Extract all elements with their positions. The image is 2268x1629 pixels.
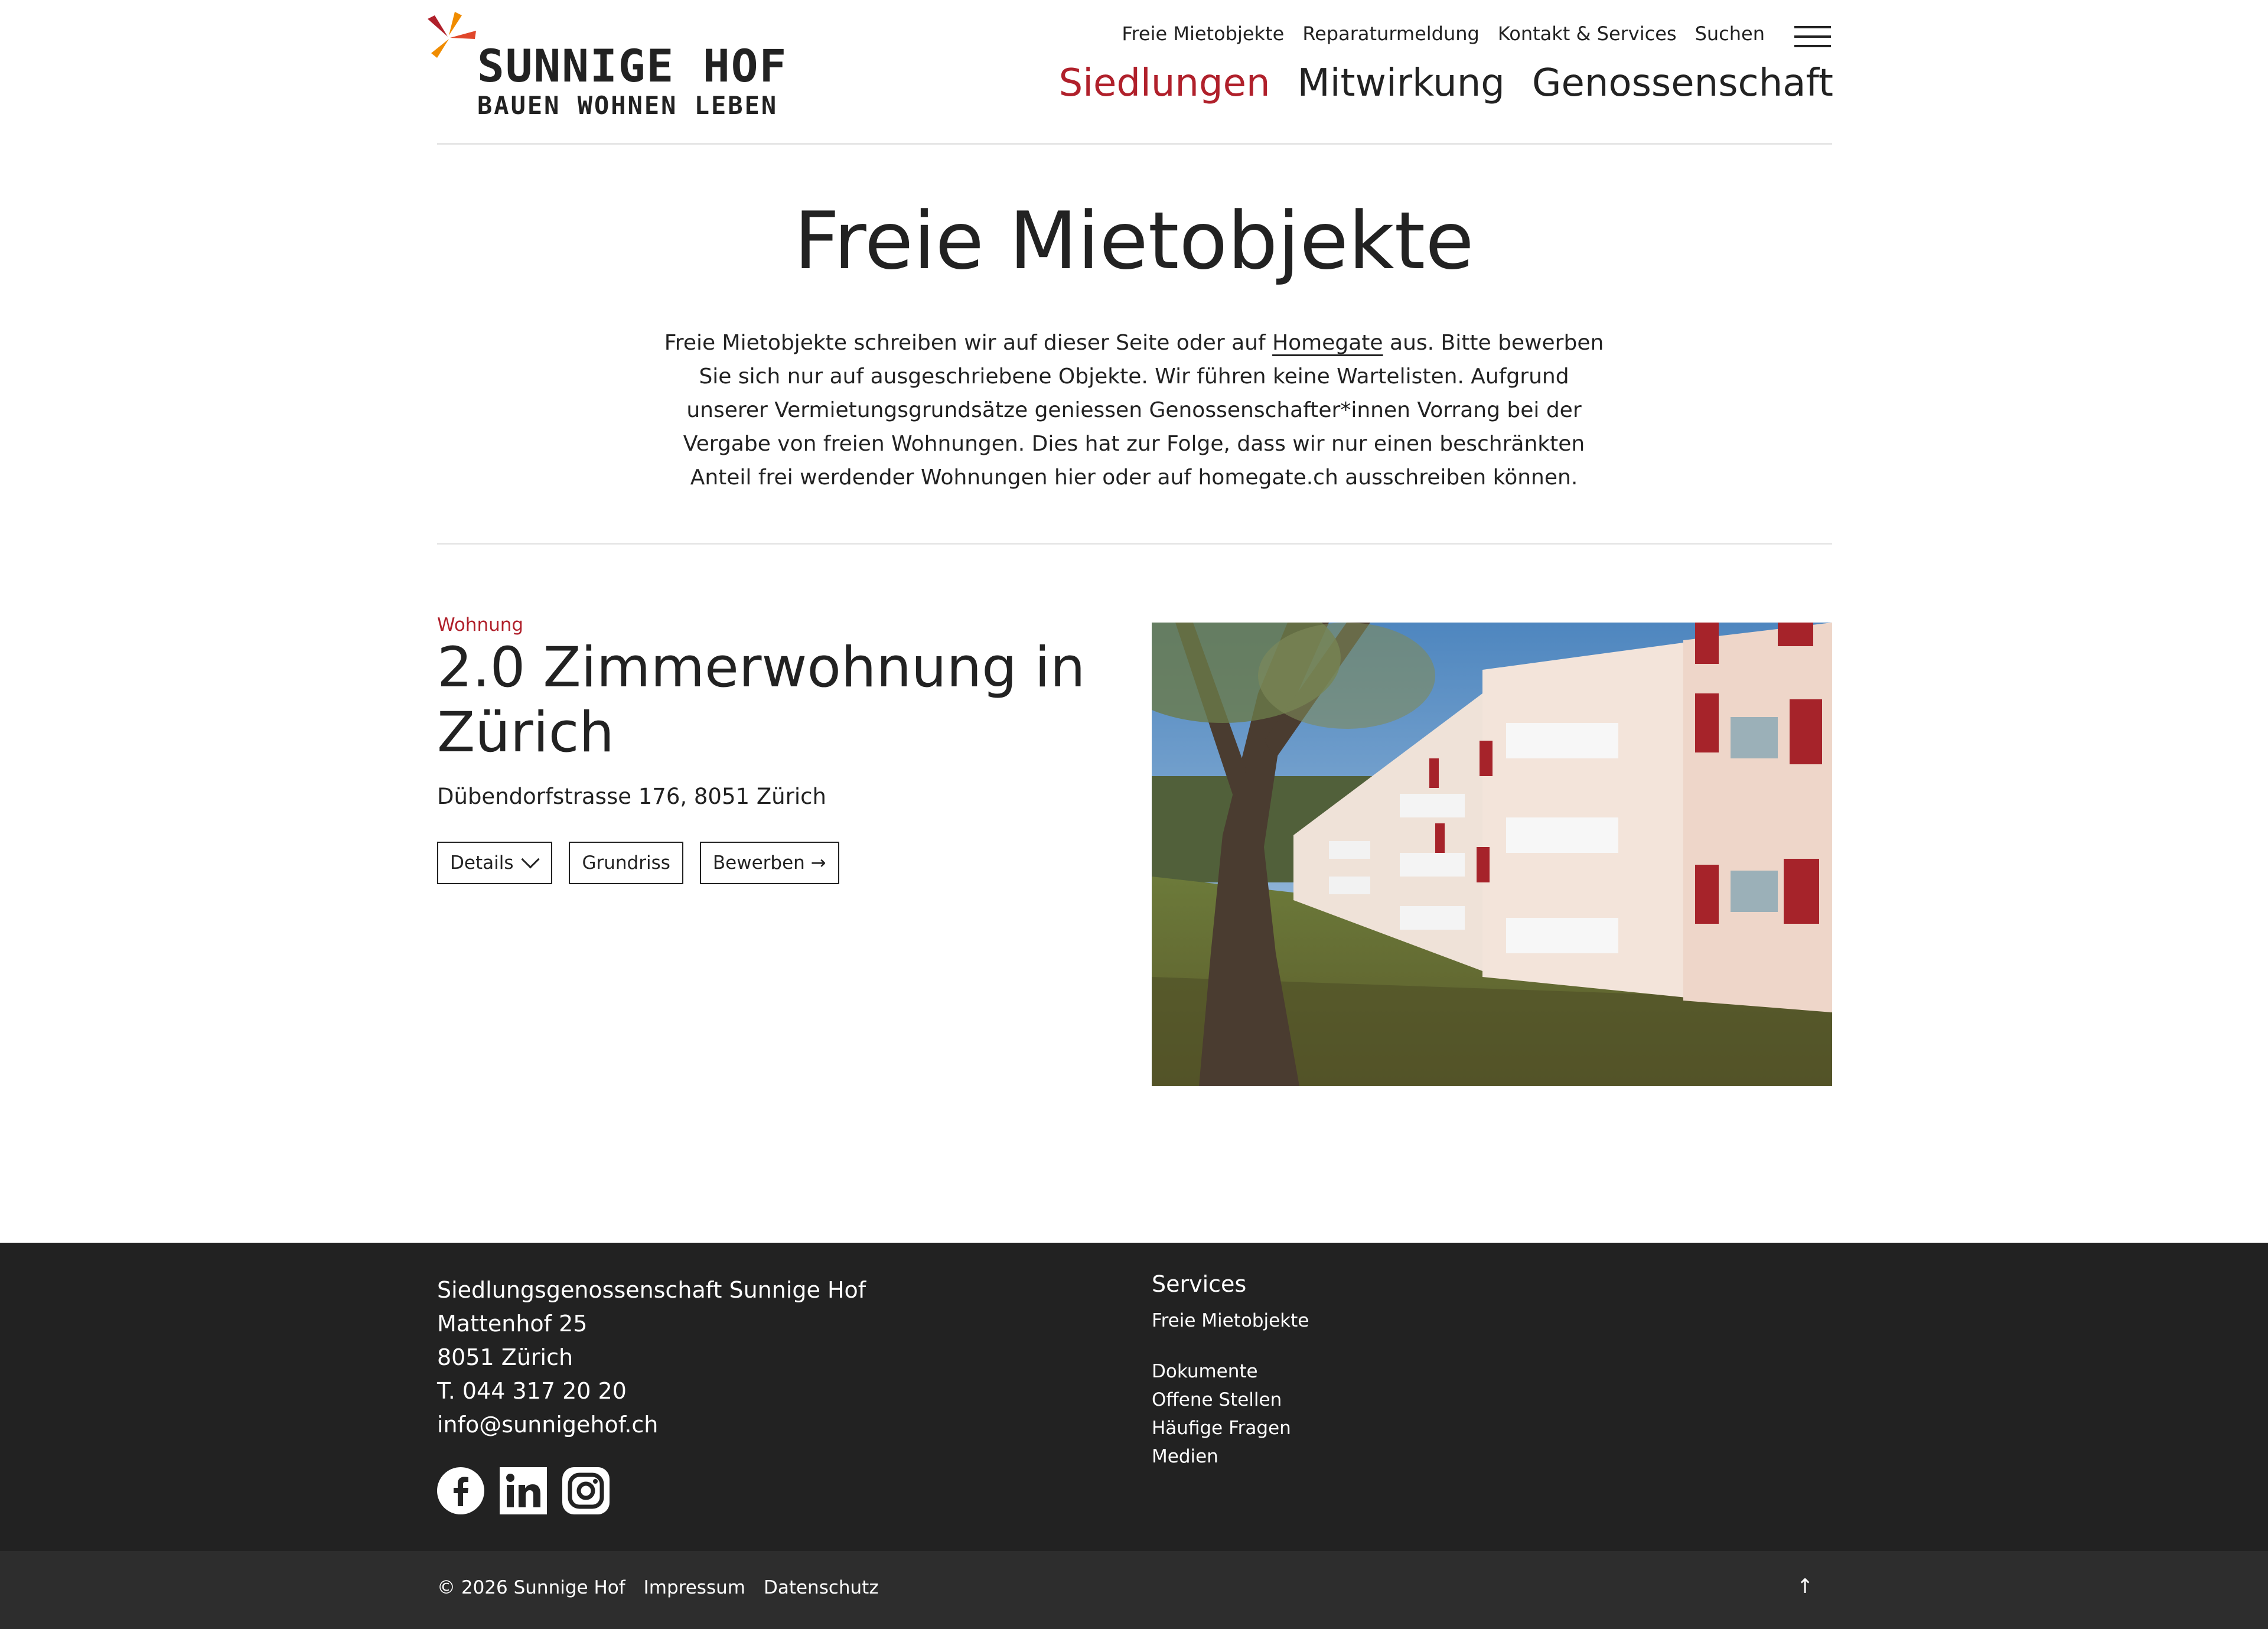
header-divider [437,143,1832,145]
footer-services [1152,1271,1309,1471]
services-link-offene-stellen[interactable]: Offene Stellen [1152,1389,1282,1410]
listing-title: 2.0 Zimmerwohnung in Zürich [437,636,1086,765]
details-label: Details [450,852,514,874]
bewerben-label: Bewerben → [712,852,826,874]
apartment-building-image [1152,623,1832,1086]
listing-address: Dübendorfstrasse 176, 8051 Zürich [437,784,826,809]
copyright: © 2026 Sunnige Hof [437,1577,625,1598]
listing-photo[interactable] [1152,623,1832,1086]
chevron-down-icon [522,850,540,868]
main-nav-mitwirkung[interactable]: Mitwirkung [1297,61,1505,105]
linkedin-icon[interactable] [500,1467,547,1514]
services-link-haeufige-fragen[interactable]: Häufige Fragen [1152,1418,1291,1439]
main-nav-genossenschaft[interactable]: Genossenschaft [1531,61,1833,105]
services-link-medien[interactable]: Medien [1152,1446,1218,1467]
main-nav-siedlungen[interactable]: Siedlungen [1058,61,1270,105]
listing-actions [437,842,839,884]
top-nav-freie-mietobjekte[interactable]: Freie Mietobjekte [1122,22,1285,45]
main-nav [1059,61,1833,105]
logo[interactable] [424,11,788,120]
details-button[interactable] [437,842,552,884]
footer-street: Mattenhof 25 [437,1311,588,1337]
top-nav-suchen[interactable]: Suchen [1695,22,1765,45]
footer-email[interactable]: info@sunnigehof.ch [437,1412,659,1438]
footer [0,1243,2268,1551]
sun-logo-icon [424,11,477,64]
logo-title: SUNNIGE HOF [477,40,788,92]
menu-icon[interactable] [1794,26,1831,47]
datenschutz-link[interactable]: Datenschutz [763,1577,879,1598]
top-nav-kontakt-services[interactable]: Kontakt & Services [1497,22,1677,45]
intro-text-before: Freie Mietobjekte schreiben wir auf dieser Seite oder auf [664,331,1266,355]
social-links [437,1467,610,1514]
footer-org: Siedlungsgenossenschaft Sunnige Hof [437,1277,866,1303]
listing-category: Wohnung [437,614,524,636]
top-nav-reparaturmeldung[interactable]: Reparaturmeldung [1302,22,1480,45]
logo-tagline: BAUEN WOHNEN LEBEN [477,91,778,120]
homegate-link[interactable]: Homegate [1272,331,1383,355]
footer-phone[interactable]: T. 044 317 20 20 [437,1378,627,1404]
footer-city: 8051 Zürich [437,1344,573,1370]
top-nav [1122,22,1765,45]
services-link-dokumente[interactable]: Dokumente [1152,1361,1258,1382]
intro-text [656,326,1612,494]
facebook-icon[interactable] [437,1467,484,1514]
bewerben-button[interactable] [700,842,839,884]
page-title: Freie Mietobjekte [794,195,1474,287]
grundriss-button[interactable] [569,842,683,884]
intro-text-after: aus. Bitte bewerben Sie sich nur auf ausgeschriebene Objekte. Wir führen keine Wartelisten. Aufgrund unserer Vermietungsgrundsätze geniessen Genossenschafter*innen Vorrang bei der Vergabe von freien Wohnungen. Dies hat zur Folge, dass wir nur einen beschränkten Anteil frei werdender Wohnungen hier oder auf homegate.ch ausschreiben können. [683,331,1604,490]
services-title: Services [1152,1271,1247,1297]
intro-divider [437,543,1832,545]
bottom-bar [0,1551,2268,1629]
footer-address [437,1273,866,1442]
impressum-link[interactable]: Impressum [643,1577,745,1598]
services-link-freie-mietobjekte[interactable]: Freie Mietobjekte [1152,1310,1309,1331]
instagram-icon[interactable] [562,1467,610,1514]
grundriss-label: Grundriss [582,852,670,874]
back-to-top-arrow-icon[interactable]: ↑ [1797,1575,1814,1598]
